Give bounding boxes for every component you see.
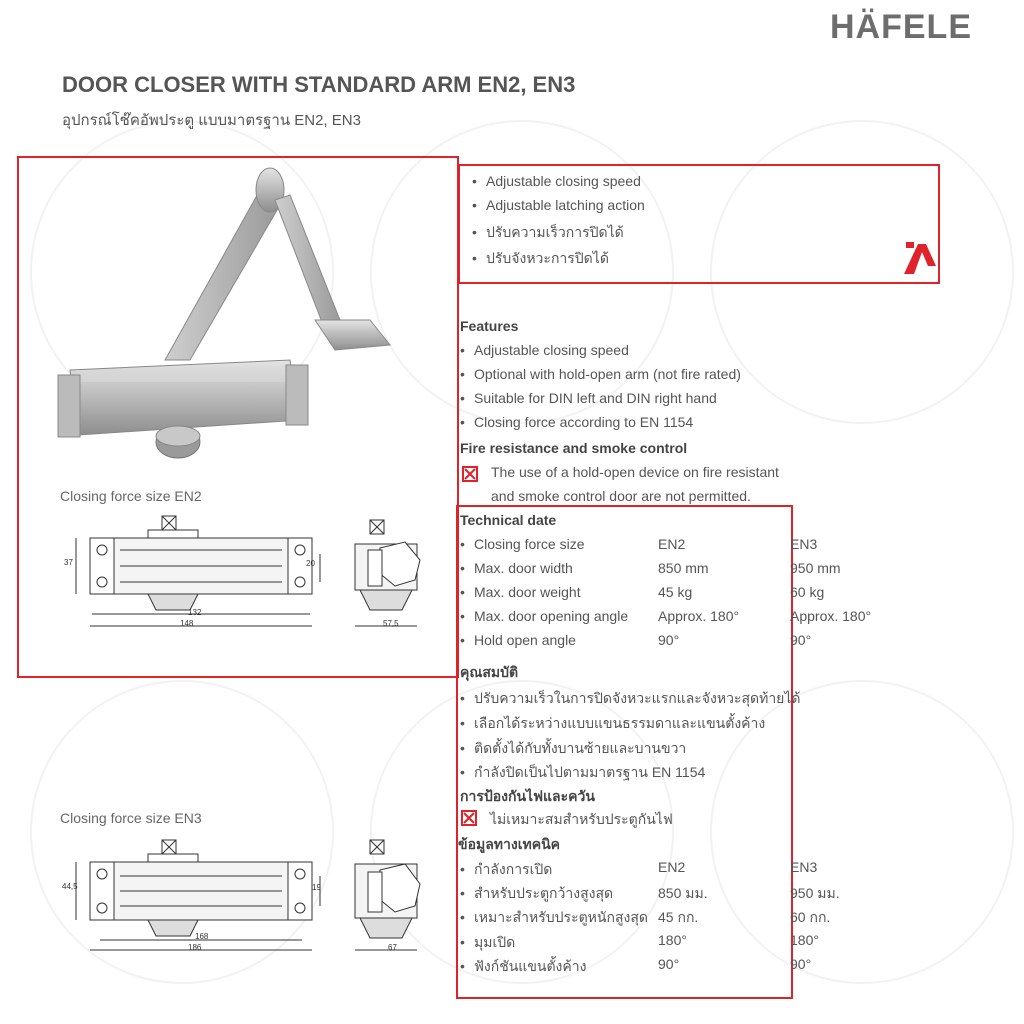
fire-th-heading: การป้องกันไฟและควัน <box>460 788 595 804</box>
list-item: • ติดตั้งได้กับทั้งบานซ้ายและบานขวา <box>460 740 687 756</box>
en2-technical-drawing <box>60 510 440 635</box>
table-row-label: • เหมาะสำหรับประตูหนักสูงสุด <box>460 909 648 925</box>
list-item: • ปรับความเร็วในการปิดจังหวะแรกและจังหวะสุดท้ายได้ <box>460 690 801 706</box>
table-row-label: • Closing force size <box>460 536 585 552</box>
table-cell-en2: 45 กก. <box>658 909 699 925</box>
page-title: DOOR CLOSER WITH STANDARD ARM EN2, EN3 <box>62 72 576 97</box>
table-cell-en3: 90° <box>790 956 812 972</box>
table-cell-en3: Approx. 180° <box>790 608 872 624</box>
features-heading: Features <box>460 318 519 334</box>
technical-th-heading: ข้อมูลทางเทคนิค <box>458 836 561 852</box>
table-row-label: • ฟังก์ชันแขนตั้งค้าง <box>460 958 587 974</box>
en2-dim-inner: 132 <box>188 608 202 617</box>
list-item: • Suitable for DIN left and DIN right hand <box>460 390 717 406</box>
page-subtitle: อุปกรณ์โช๊คอัพประตู แบบมาตรฐาน EN2, EN3 <box>62 112 361 129</box>
en3-technical-drawing <box>60 832 440 962</box>
brand-logo: HÄFELE <box>830 8 972 46</box>
fire-text-line2: and smoke control door are not permitted. <box>491 488 751 504</box>
table-row-label: • Hold open angle <box>460 632 576 648</box>
list-item: • Adjustable latching action <box>472 197 645 213</box>
en2-dim-side: 20 <box>306 559 315 568</box>
en2-dim-depth: 57,5 <box>383 619 399 628</box>
table-cell-en2: 90° <box>658 956 680 972</box>
en3-dim-height: 44,5 <box>62 882 78 891</box>
table-cell-en2: 45 kg <box>658 584 693 600</box>
list-item: • Closing force according to EN 1154 <box>460 414 694 430</box>
list-item: • เลือกได้ระหว่างแบบแขนธรรมดาและแขนตั้งค้าง <box>460 715 766 731</box>
fire-heading: Fire resistance and smoke control <box>460 440 688 456</box>
table-cell-en3: EN3 <box>790 859 818 875</box>
list-item: • Adjustable closing speed <box>460 342 629 358</box>
en3-caption: Closing force size EN3 <box>60 810 202 826</box>
list-item: • Optional with hold-open arm (not fire rated) <box>460 366 741 382</box>
table-row-label: • Max. door opening angle <box>460 608 629 624</box>
haefele-a-icon <box>902 240 938 276</box>
table-cell-en3: 180° <box>790 932 819 948</box>
features-th-heading: คุณสมบัติ <box>460 664 519 680</box>
table-cell-en3: 60 กก. <box>790 909 831 925</box>
list-item: • Adjustable closing speed <box>472 173 641 189</box>
table-cell-en2: 850 มม. <box>658 885 708 901</box>
en2-caption: Closing force size EN2 <box>60 488 202 504</box>
table-row-label: • Max. door width <box>460 560 573 576</box>
table-row-label: • สำหรับประตูกว้างสูงสุด <box>460 885 614 901</box>
table-cell-en2: Approx. 180° <box>658 608 740 624</box>
en2-dim-outer: 148 <box>180 619 194 628</box>
technical-heading: Technical date <box>460 512 557 528</box>
table-row-label: • Max. door weight <box>460 584 581 600</box>
en2-dim-height: 37 <box>64 558 73 567</box>
table-cell-en2: 90° <box>658 632 680 648</box>
list-item: • ปรับจังหวะการปิดได้ <box>472 250 609 266</box>
table-cell-en2: 180° <box>658 932 687 948</box>
table-cell-en2: EN2 <box>658 536 686 552</box>
table-cell-en3: 950 มม. <box>790 885 840 901</box>
list-item: • ปรับความเร็วการปิดได้ <box>472 224 624 240</box>
fire-text-line1: The use of a hold-open device on fire resistant <box>491 464 779 480</box>
list-item: • กำลังปิดเป็นไปตามมาตรฐาน EN 1154 <box>460 764 706 780</box>
en3-dim-outer: 186 <box>188 943 202 952</box>
table-cell-en3: 90° <box>790 632 812 648</box>
en3-dim-depth: 67 <box>388 943 397 952</box>
table-row-label: • มุมเปิด <box>460 934 516 950</box>
not-permitted-icon <box>461 810 477 826</box>
en3-dim-inner: 168 <box>195 932 209 941</box>
table-cell-en2: 850 mm <box>658 560 709 576</box>
table-cell-en2: EN2 <box>658 859 686 875</box>
not-permitted-icon <box>462 466 478 482</box>
table-cell-en3: 950 mm <box>790 560 841 576</box>
door-closer-image <box>50 160 410 470</box>
table-cell-en3: EN3 <box>790 536 818 552</box>
fire-th-text: ไม่เหมาะสมสำหรับประตูกันไฟ <box>490 811 673 827</box>
table-row-label: • กำลังการเปิด <box>460 861 553 877</box>
en3-dim-side: 19 <box>312 883 321 892</box>
table-cell-en3: 60 kg <box>790 584 825 600</box>
